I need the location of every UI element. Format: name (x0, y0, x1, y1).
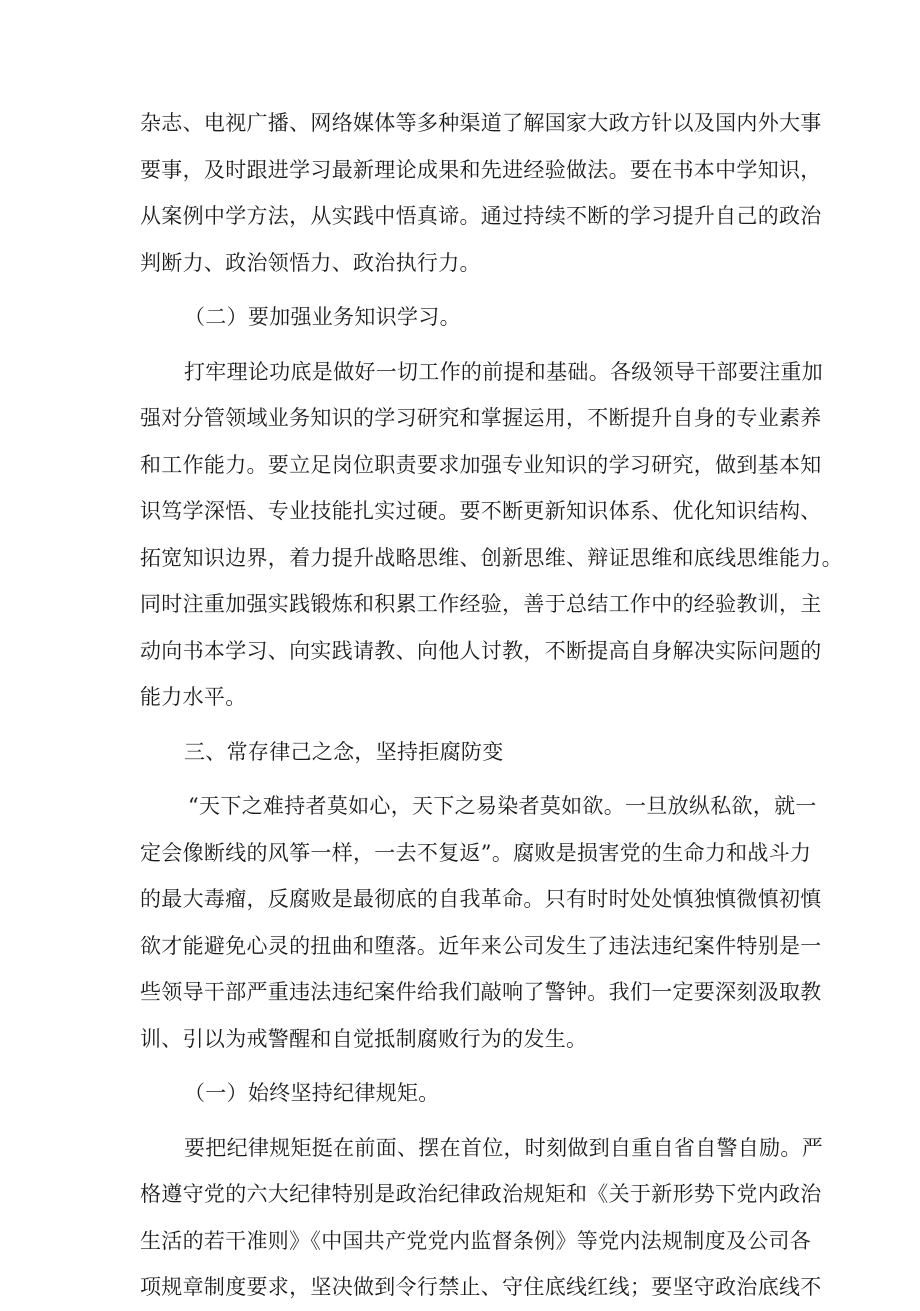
body-line: 从案例中学方法，从实践中悟真谛。通过持续不断的学习提升自己的政治 (140, 204, 822, 228)
document-body (140, 100, 843, 1311)
body-line: 项规章制度要求，坚决做到令行禁止、守住底线红线；要坚守政治底线不 (140, 1275, 822, 1299)
body-line: 训、引以为戒警醒和自觉抵制腐败行为的发生。 (140, 1026, 588, 1051)
section-heading: （二）要加强业务知识学习。 (184, 305, 461, 329)
body-line: “天下之难持者莫如心，天下之易染者莫如欲。一旦放纵私欲，就一 (188, 794, 817, 818)
body-line: 拓宽知识边界，着力提升战略思维、创新思维、辩证思维和底线思维能力。 (140, 545, 843, 570)
body-line: 动向书本学习、向实践请教、向他人讨教，不断提高自身解决实际问题的 (140, 638, 822, 663)
body-line: 和工作能力。要立足岗位职责要求加强专业知识的学习研究，做到基本知 (140, 452, 822, 477)
body-line: 些领导干部严重违法违纪案件给我们敲响了警钟。我们一定要深刻汲取教 (140, 980, 822, 1004)
body-line: 打牢理论功底是做好一切工作的前提和基础。各级领导干部要注重加 (184, 359, 823, 384)
body-line: 能力水平。 (140, 685, 247, 709)
body-line: 同时注重加强实践锻炼和积累工作经验，善于总结工作中的经验教训，主 (140, 592, 822, 616)
body-line: 欲才能避免心灵的扭曲和堕落。近年来公司发生了违法违纪案件特别是一 (140, 933, 822, 958)
body-line: 的最大毒瘤，反腐败是最彻底的自我革命。只有时时处处慎独慎微慎初慎 (140, 887, 822, 911)
body-line: 强对分管领域业务知识的学习研究和掌握运用，不断提升自身的专业素养 (140, 406, 822, 430)
body-line: 判断力、政治领悟力、政治执行力。 (140, 250, 481, 275)
body-line: 定会像断线的风筝一样，一去不复返”。腐败是损害党的生命力和战斗力 (140, 840, 812, 865)
body-line: 识笃学深悟、专业技能扎实过硬。要不断更新知识体系、优化知识结构、 (140, 499, 822, 523)
body-line: 格遵守党的六大纪律特别是政治纪律政治规矩和《关于新形势下党内政治 (140, 1182, 822, 1206)
body-line: 杂志、电视广播、网络媒体等多种渠道了解国家大政方针以及国内外大事 (140, 111, 822, 135)
section-heading: （一）始终坚持纪律规矩。 (184, 1081, 440, 1105)
body-line: 要事，及时跟进学习最新理论成果和先进经验做法。要在书本中学知识， (140, 157, 822, 182)
body-line: 要把纪律规矩挺在前面、摆在首位，时刻做到自重自省自警自励。严 (184, 1135, 823, 1160)
chapter-heading: 三、常存律己之念，坚持拒腐防变 (184, 739, 504, 764)
body-line: 生活的若干准则》《中国共产党党内监督条例》等党内法规制度及公司各 (140, 1228, 812, 1253)
